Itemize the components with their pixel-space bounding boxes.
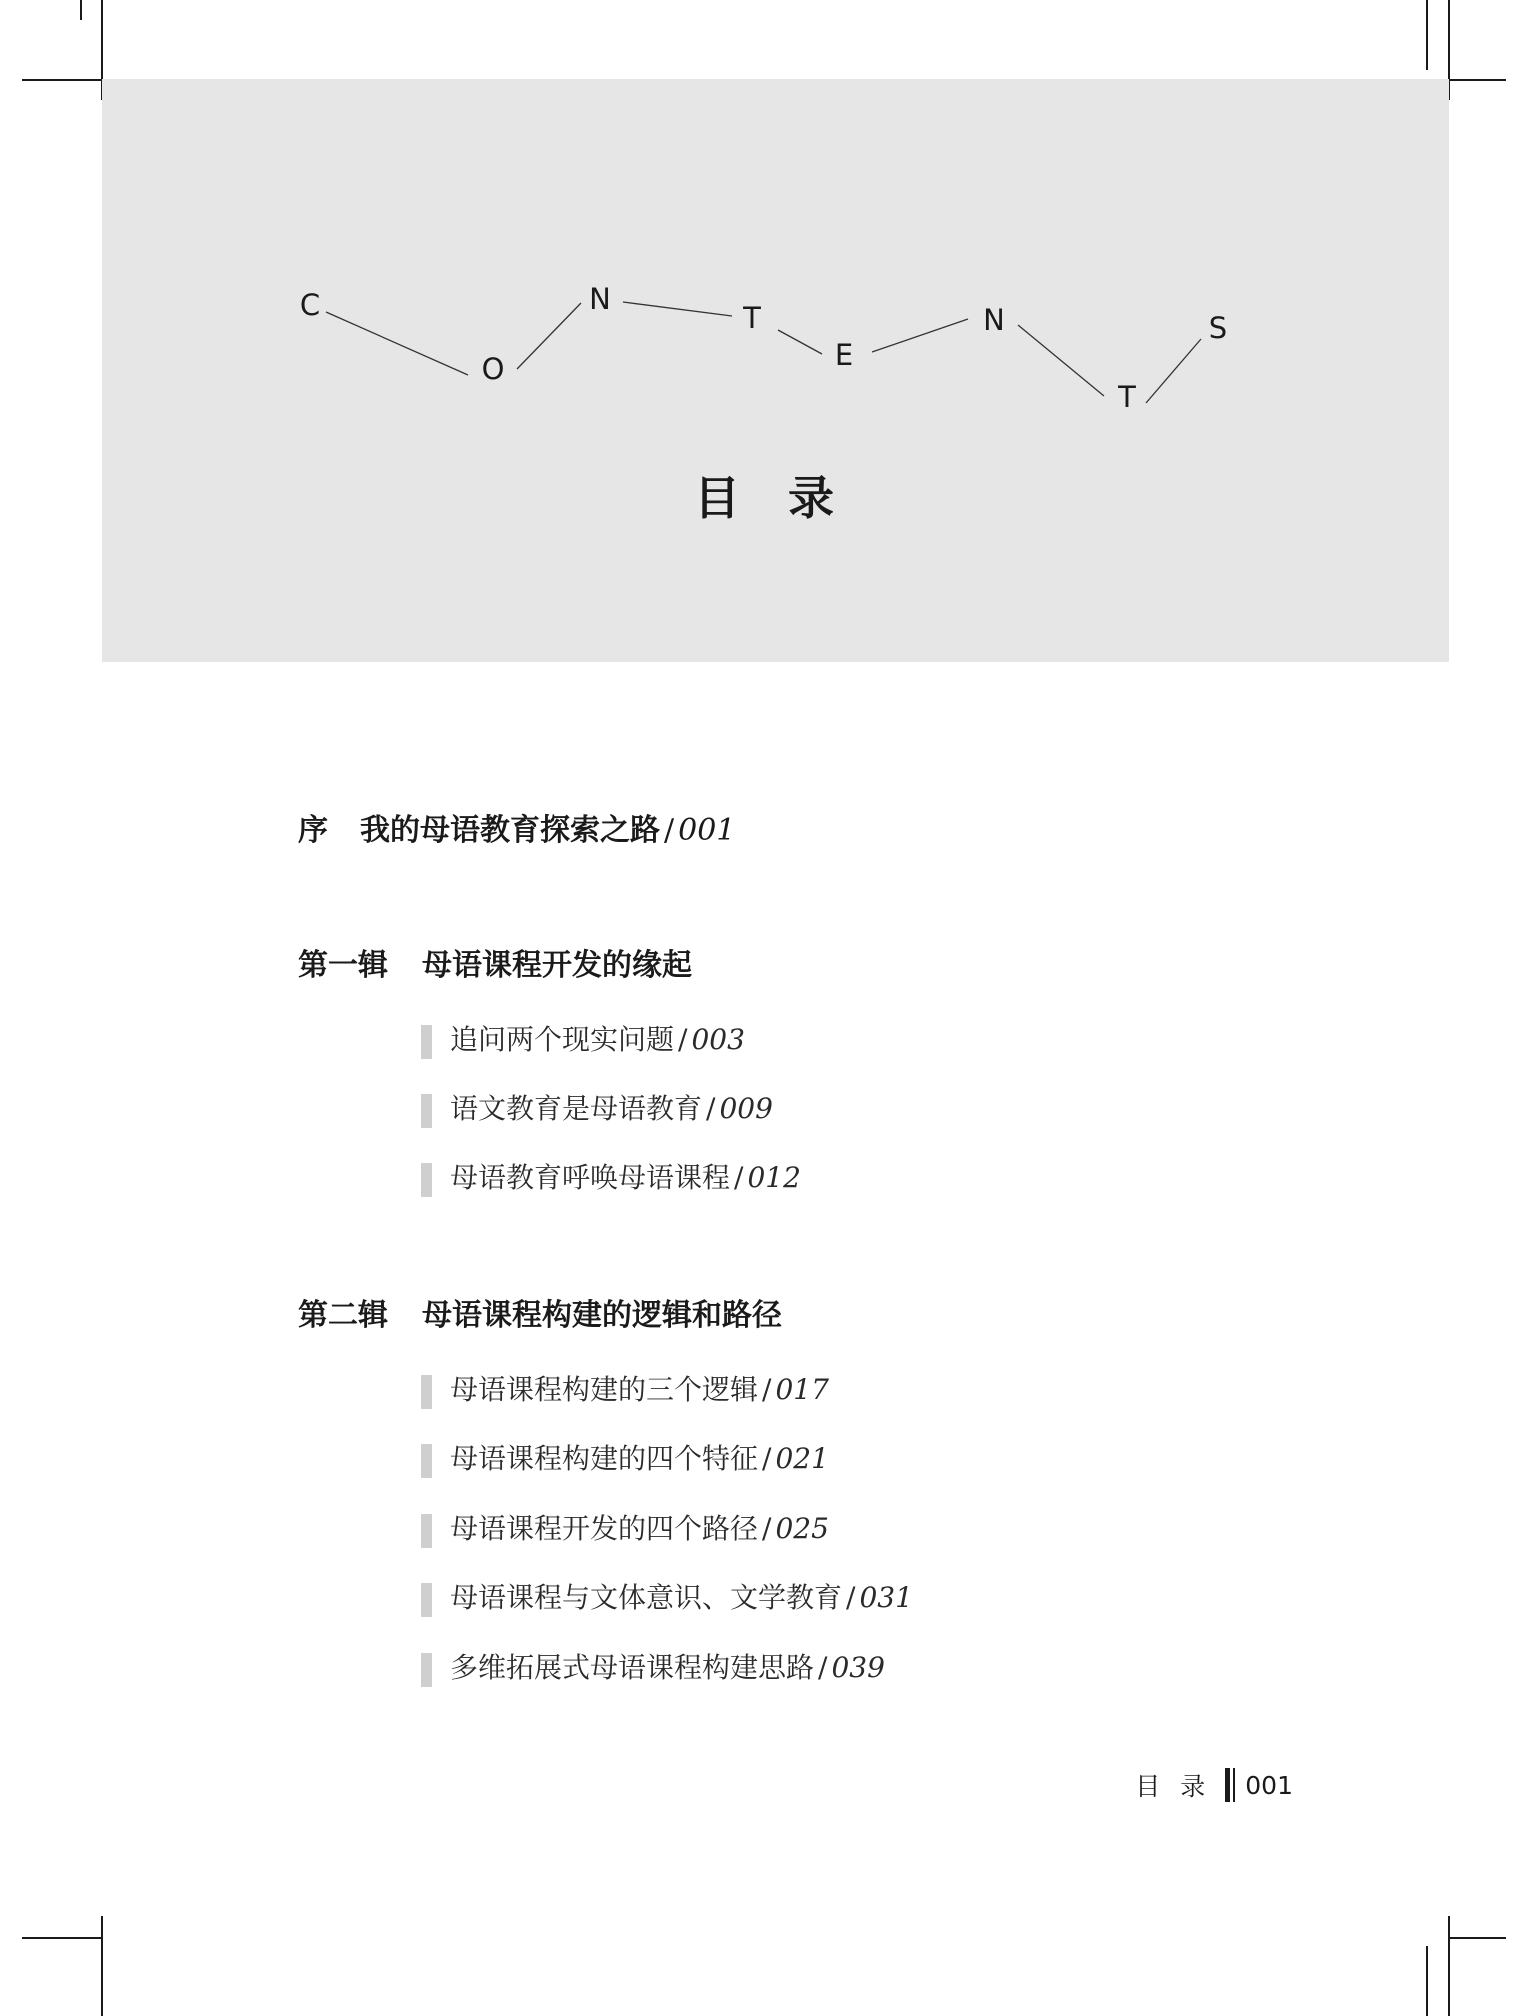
toc-separator: / xyxy=(734,1161,744,1194)
toc-item-marker xyxy=(421,1163,432,1197)
toc-preface-page: 001 xyxy=(678,813,736,848)
decoration-line-7 xyxy=(1146,339,1201,403)
decoration-letter: N xyxy=(589,282,611,316)
toc-item[interactable] xyxy=(421,1022,745,1058)
toc-item-marker xyxy=(421,1094,432,1128)
decoration-line-1 xyxy=(326,312,468,375)
toc-item-page: 039 xyxy=(831,1651,885,1684)
toc-item-title: 母语课程与文体意识、文学教育 xyxy=(450,1581,843,1614)
toc-item[interactable] xyxy=(421,1511,829,1547)
crop-mark-bottom-right-v2 xyxy=(1426,1946,1428,2016)
toc-section-prefix: 第二辑 xyxy=(298,1298,388,1333)
footer-page-number: 001 xyxy=(1245,1770,1293,1800)
decoration-line-2 xyxy=(517,303,581,369)
toc-item[interactable] xyxy=(421,1650,885,1686)
toc-item-marker xyxy=(421,1514,432,1548)
toc-item-title: 母语教育呼唤母语课程 xyxy=(450,1161,731,1194)
toc-item-marker xyxy=(421,1583,432,1617)
toc-item-page: 021 xyxy=(775,1442,829,1475)
toc-separator: / xyxy=(678,1023,688,1056)
toc-item[interactable] xyxy=(421,1160,801,1196)
decoration-letter: N xyxy=(983,303,1005,337)
toc-item-title: 追问两个现实问题 xyxy=(450,1023,675,1056)
decoration-letter: E xyxy=(834,338,854,372)
decoration-letter: C xyxy=(299,288,321,322)
toc-item-page: 012 xyxy=(747,1161,801,1194)
page-footer xyxy=(1135,1767,1293,1803)
toc-section-heading[interactable] xyxy=(298,1290,782,1334)
toc-item-page: 017 xyxy=(775,1373,829,1406)
toc-preface-prefix: 序 xyxy=(298,813,328,848)
toc-separator: / xyxy=(706,1092,716,1125)
decoration-letter: S xyxy=(1208,311,1228,345)
toc-item-marker xyxy=(421,1653,432,1687)
toc-section-title: 母语课程开发的缘起 xyxy=(422,948,692,983)
decoration-letter: O xyxy=(481,352,505,386)
toc-item-title: 多维拓展式母语课程构建思路 xyxy=(450,1651,815,1684)
toc-item[interactable] xyxy=(421,1091,773,1127)
toc-item-title: 母语课程构建的四个特征 xyxy=(450,1442,759,1475)
footer-divider xyxy=(1225,1768,1235,1802)
toc-section-prefix: 第一辑 xyxy=(298,948,388,983)
toc-item-marker xyxy=(421,1025,432,1059)
decoration-line-3 xyxy=(623,302,732,316)
toc-item-page: 009 xyxy=(719,1092,773,1125)
decoration-line-5 xyxy=(872,319,968,352)
crop-mark-bottom-right-h xyxy=(1448,1937,1506,1939)
toc-item-marker xyxy=(421,1375,432,1409)
toc-section-title: 母语课程构建的逻辑和路径 xyxy=(422,1298,782,1333)
toc-separator: / xyxy=(818,1651,828,1684)
toc-separator: / xyxy=(664,813,675,848)
toc-preface-title: 我的母语教育探索之路 xyxy=(360,813,660,848)
page-title: 目录 xyxy=(694,471,882,525)
toc-separator: / xyxy=(762,1512,772,1545)
decoration-line-6 xyxy=(1018,325,1104,396)
decoration-letter: T xyxy=(743,301,761,335)
toc-item-title: 语文教育是母语教育 xyxy=(450,1092,703,1125)
toc-item-title: 母语课程开发的四个路径 xyxy=(450,1512,759,1545)
toc-item-page: 031 xyxy=(859,1581,913,1614)
crop-mark-bottom-right-v xyxy=(1448,1916,1450,2016)
toc-item[interactable] xyxy=(421,1580,913,1616)
toc-item[interactable] xyxy=(421,1372,829,1408)
toc-item-page: 025 xyxy=(775,1512,829,1545)
crop-mark-bottom-left-h xyxy=(22,1937,102,1939)
toc-item-marker xyxy=(421,1444,432,1478)
toc-preface-entry[interactable] xyxy=(298,805,735,849)
toc-item[interactable] xyxy=(421,1441,829,1477)
footer-label: 目录 xyxy=(1135,1772,1226,1801)
toc-item-page: 003 xyxy=(691,1023,745,1056)
contents-decoration xyxy=(0,0,1528,700)
toc-separator: / xyxy=(762,1373,772,1406)
toc-item-title: 母语课程构建的三个逻辑 xyxy=(450,1373,759,1406)
decoration-line-4 xyxy=(778,330,822,354)
toc-section-heading[interactable] xyxy=(298,940,692,984)
decoration-letter: T xyxy=(1118,380,1136,414)
toc-separator: / xyxy=(846,1581,856,1614)
crop-mark-bottom-left-v xyxy=(101,1916,103,2016)
toc-separator: / xyxy=(762,1442,772,1475)
